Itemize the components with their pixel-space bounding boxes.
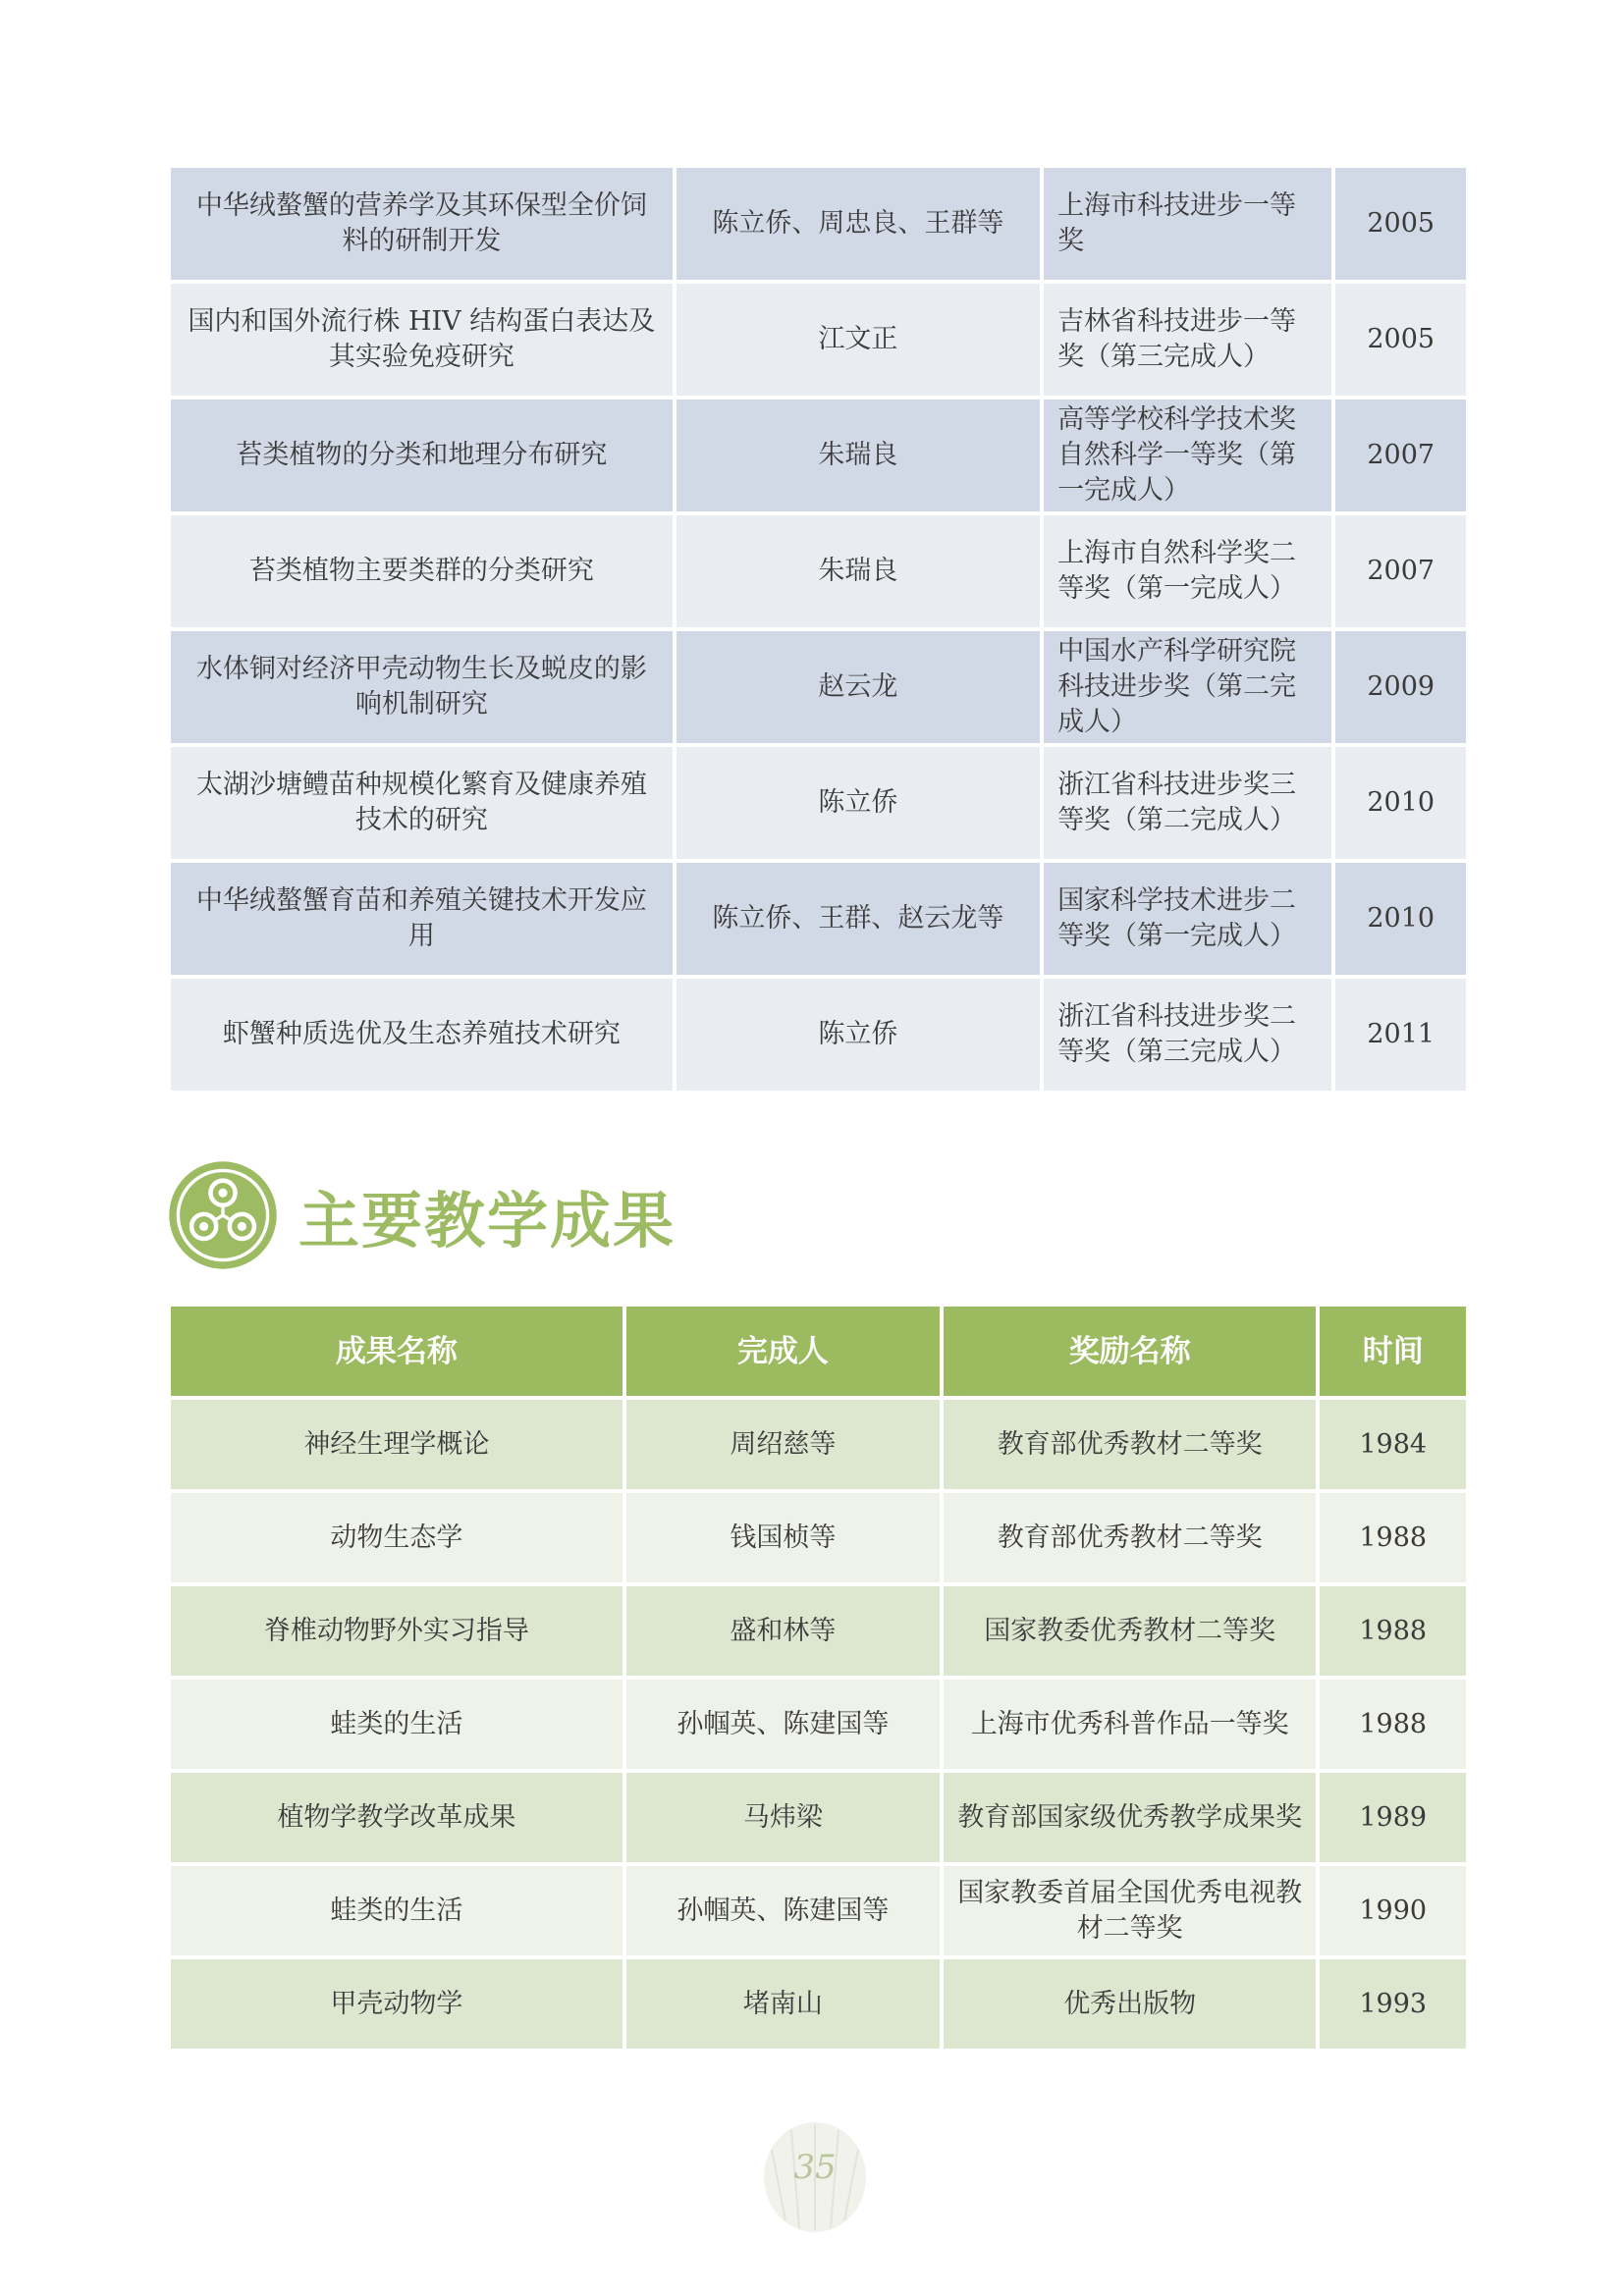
page-number-badge xyxy=(756,2110,874,2238)
achievement-year: 1984 xyxy=(1320,1400,1466,1489)
achievement-award: 上海市自然科学奖二等奖（第一完成人） xyxy=(1044,515,1331,627)
achievement-people: 堵南山 xyxy=(626,1959,940,2049)
achievement-award: 浙江省科技进步奖三等奖（第二完成人） xyxy=(1044,747,1331,859)
table-row xyxy=(171,1493,1466,1582)
achievement-year: 2010 xyxy=(1335,863,1466,975)
achievement-name: 太湖沙塘鳢苗种规模化繁育及健康养殖技术的研究 xyxy=(171,747,673,859)
cloud-emblem-icon xyxy=(167,1159,279,1271)
achievement-name: 植物学教学改革成果 xyxy=(171,1773,623,1862)
achievement-name: 蛙类的生活 xyxy=(171,1866,623,1955)
achievement-award: 上海市优秀科普作品一等奖 xyxy=(944,1680,1316,1769)
column-header: 奖励名称 xyxy=(944,1307,1316,1396)
achievement-award: 上海市科技进步一等奖 xyxy=(1044,168,1331,280)
achievement-award: 国家教委首届全国优秀电视教材二等奖 xyxy=(944,1866,1316,1955)
section-heading xyxy=(167,1156,676,1274)
table-row xyxy=(171,1400,1466,1489)
achievement-people: 陈立侨 xyxy=(677,979,1040,1091)
column-header: 完成人 xyxy=(626,1307,940,1396)
achievement-award: 教育部国家级优秀教学成果奖 xyxy=(944,1773,1316,1862)
table-row xyxy=(171,979,1466,1091)
table-row xyxy=(171,1773,1466,1862)
achievement-people: 陈立侨 xyxy=(677,747,1040,859)
achievement-year: 1988 xyxy=(1320,1586,1466,1676)
achievement-name: 中华绒螯蟹育苗和养殖关键技术开发应用 xyxy=(171,863,673,975)
page-number: 35 xyxy=(793,2148,837,2187)
achievement-year: 1993 xyxy=(1320,1959,1466,2049)
achievement-people: 赵云龙 xyxy=(677,631,1040,743)
achievement-people: 陈立侨、王群、赵云龙等 xyxy=(677,863,1040,975)
achievement-year: 1989 xyxy=(1320,1773,1466,1862)
table-row xyxy=(171,168,1466,280)
achievement-name: 蛙类的生活 xyxy=(171,1680,623,1769)
achievement-year: 2009 xyxy=(1335,631,1466,743)
achievement-award: 国家教委优秀教材二等奖 xyxy=(944,1586,1316,1676)
achievement-name: 国内和国外流行株 HIV 结构蛋白表达及其实验免疫研究 xyxy=(171,284,673,396)
table-row xyxy=(171,1959,1466,2049)
achievement-people: 江文正 xyxy=(677,284,1040,396)
achievement-name: 水体铜对经济甲壳动物生长及蜕皮的影响机制研究 xyxy=(171,631,673,743)
achievement-name: 神经生理学概论 xyxy=(171,1400,623,1489)
achievement-award: 浙江省科技进步奖二等奖（第三完成人） xyxy=(1044,979,1331,1091)
achievement-award: 高等学校科学技术奖自然科学一等奖（第一完成人） xyxy=(1044,400,1331,511)
table-row xyxy=(171,1680,1466,1769)
achievement-award: 中国水产科学研究院科技进步奖（第二完成人） xyxy=(1044,631,1331,743)
achievement-year: 2007 xyxy=(1335,515,1466,627)
achievement-year: 2005 xyxy=(1335,284,1466,396)
achievement-year: 2011 xyxy=(1335,979,1466,1091)
column-header: 成果名称 xyxy=(171,1307,623,1396)
table-row xyxy=(171,747,1466,859)
table-row xyxy=(171,284,1466,396)
column-header: 时间 xyxy=(1320,1307,1466,1396)
achievement-people: 孙帼英、陈建国等 xyxy=(626,1866,940,1955)
table-row xyxy=(171,631,1466,743)
achievement-people: 陈立侨、周忠良、王群等 xyxy=(677,168,1040,280)
achievement-name: 苔类植物的分类和地理分布研究 xyxy=(171,400,673,511)
table-row xyxy=(171,863,1466,975)
achievement-award: 国家科学技术进步二等奖（第一完成人） xyxy=(1044,863,1331,975)
achievement-award: 吉林省科技进步一等奖（第三完成人） xyxy=(1044,284,1331,396)
achievement-people: 孙帼英、陈建国等 xyxy=(626,1680,940,1769)
achievement-name: 虾蟹种质选优及生态养殖技术研究 xyxy=(171,979,673,1091)
table-row xyxy=(171,400,1466,511)
table-row xyxy=(171,515,1466,627)
achievement-people: 周绍慈等 xyxy=(626,1400,940,1489)
achievement-name: 苔类植物主要类群的分类研究 xyxy=(171,515,673,627)
section-title: 主要教学成果 xyxy=(298,1184,677,1256)
table-header-row xyxy=(171,1307,1466,1396)
achievement-people: 马炜梁 xyxy=(626,1773,940,1862)
table-row xyxy=(171,1866,1466,1955)
achievement-name: 动物生态学 xyxy=(171,1493,623,1582)
table-row xyxy=(171,1586,1466,1676)
achievement-name: 脊椎动物野外实习指导 xyxy=(171,1586,623,1676)
teaching-awards-table xyxy=(167,1303,1470,2053)
achievement-year: 2010 xyxy=(1335,747,1466,859)
achievement-people: 朱瑞良 xyxy=(677,400,1040,511)
achievement-year: 1988 xyxy=(1320,1493,1466,1582)
achievement-name: 中华绒螯蟹的营养学及其环保型全价饲料的研制开发 xyxy=(171,168,673,280)
achievement-year: 2007 xyxy=(1335,400,1466,511)
achievement-year: 1990 xyxy=(1320,1866,1466,1955)
achievement-people: 朱瑞良 xyxy=(677,515,1040,627)
achievement-name: 甲壳动物学 xyxy=(171,1959,623,2049)
achievement-award: 优秀出版物 xyxy=(944,1959,1316,2049)
research-awards-table xyxy=(167,164,1470,1095)
achievement-people: 盛和林等 xyxy=(626,1586,940,1676)
achievement-year: 2005 xyxy=(1335,168,1466,280)
achievement-year: 1988 xyxy=(1320,1680,1466,1769)
achievement-award: 教育部优秀教材二等奖 xyxy=(944,1493,1316,1582)
achievement-people: 钱国桢等 xyxy=(626,1493,940,1582)
achievement-award: 教育部优秀教材二等奖 xyxy=(944,1400,1316,1489)
